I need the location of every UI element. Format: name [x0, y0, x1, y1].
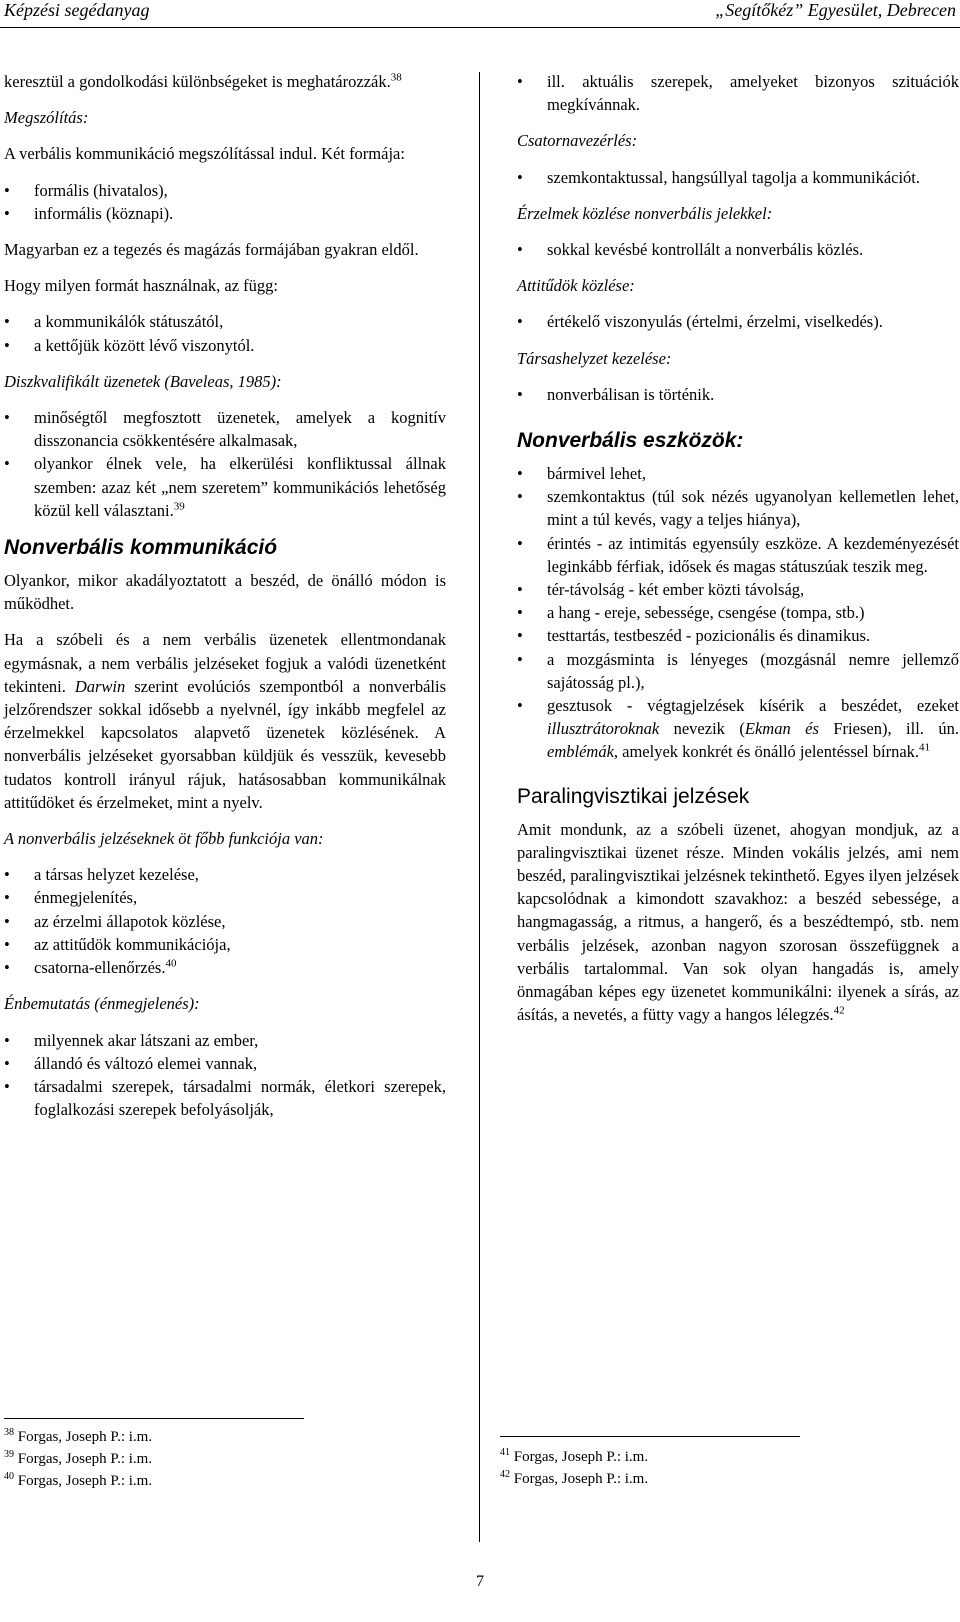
header-right-title: „Segítőkéz” Egyesület, Debrecen	[715, 0, 956, 20]
section-title: A nonverbális jelzéseknek öt főbb funkciója van:	[4, 829, 324, 849]
term: emblémák	[547, 742, 614, 762]
list-item	[4, 452, 446, 522]
list-item: • testtartás, testbeszéd - pozicionális és dinamikus.	[517, 624, 959, 647]
text: gesztusok - végtagjelzések kísérik a beszédet, ezeket	[547, 696, 959, 716]
header-rule	[0, 27, 960, 28]
bullet-list	[4, 1029, 446, 1122]
bullet-list	[4, 179, 446, 225]
footnote-rule	[4, 1418, 304, 1419]
footnote	[500, 1468, 648, 1490]
list-item: • társadalmi szerepek, társadalmi normák, életkori szerepek, foglalkozási szerepek befolyásolják,	[4, 1075, 446, 1121]
footnote-number: 41	[500, 1447, 510, 1458]
footnote-number: 39	[4, 1449, 14, 1460]
list-item	[4, 956, 446, 979]
list-item: • a társas helyzet kezelése,	[4, 863, 446, 886]
left-column	[4, 70, 446, 1134]
list-item: • informális (köznapi).	[4, 202, 446, 225]
bullet-list	[4, 863, 446, 979]
list-item: • szemkontaktus (túl sok nézés ugyanolyan kellemetlen lehet, mint a túl kevés, vagy a teljes hiánya),	[517, 485, 959, 531]
right-column	[517, 70, 959, 1040]
list-item: • formális (hivatalos),	[4, 179, 446, 202]
section-title: Diszkvalifikált üzenetek (Baveleas, 1985):	[4, 371, 282, 391]
footnote-ref[interactable]: 38	[390, 71, 402, 84]
text: Friesen), ill. ún.	[833, 719, 959, 739]
paragraph: A verbális kommunikáció megszólítással indul. Két formája:	[4, 144, 405, 164]
footnote-text: Forgas, Joseph P.: i.m.	[513, 1449, 649, 1465]
paragraph: Hogy milyen formát használnak, az függ:	[4, 276, 278, 296]
text: olyankor élnek vele, ha elkerülési konfliktussal állnak szemben: azaz két „nem szeretem” kommunikációs lehetőség közül kell választani.	[34, 454, 446, 520]
list-item: • az érzelmi állapotok közlése,	[4, 910, 446, 933]
bullet-list	[517, 310, 959, 333]
text: csatorna-ellenőrzés.	[34, 958, 166, 978]
author-name: Ekman és	[744, 719, 819, 739]
footnote-text: Forgas, Joseph P.: i.m.	[17, 1473, 153, 1489]
header-left-title: Képzési segédanyag	[4, 0, 150, 20]
list-item: • bármivel lehet,	[517, 462, 959, 485]
list-item	[517, 694, 959, 764]
list-item: • ill. aktuális szerepek, amelyeket bizonyos szituációk megkívánnak.	[517, 70, 959, 116]
bullet-list	[4, 406, 446, 522]
page-header	[0, 0, 960, 26]
paragraph: Magyarban ez a tegezés és magázás formájában gyakran eldől.	[4, 240, 419, 260]
author-name: Darwin	[74, 676, 126, 696]
footnote-number: 38	[4, 1427, 14, 1438]
list-item: • tér-távolság - két ember közti távolság,	[517, 578, 959, 601]
text: , amelyek konkrét és önálló jelentéssel bírnak.	[613, 742, 920, 762]
list-item: • szemkontaktussal, hangsúllyal tagolja a kommunikációt.	[517, 166, 959, 189]
section-title: Énbemutatás (énmegjelenés):	[4, 994, 200, 1014]
list-item: • állandó és változó elemei vannak,	[4, 1052, 446, 1075]
section-title: Megszólítás:	[4, 108, 89, 128]
list-item: • a mozgásminta is lényeges (mozgásnál nemre jellemző sajátosság pl.),	[517, 648, 959, 694]
list-item: • érintés - az intimitás egyensúly eszköze. A kezdeményezését leginkább férfiak, idősek és magas státuszúak teszik meg.	[517, 532, 959, 578]
list-item: • a hang - ereje, sebessége, csengése (tompa, stb.)	[517, 601, 959, 624]
paragraph	[4, 70, 446, 93]
list-item: • értékelő viszonyulás (értelmi, érzelmi, viselkedés).	[517, 310, 959, 333]
footnotes-right	[500, 1446, 648, 1490]
text: nevezik (	[673, 719, 745, 739]
paragraph: Olyankor, mikor akadályoztatott a beszéd, de önálló módon is működhet.	[4, 571, 446, 614]
bullet-list	[517, 238, 959, 261]
footnote-ref[interactable]: 40	[165, 957, 177, 970]
footnote-text: Forgas, Joseph P.: i.m.	[17, 1451, 153, 1467]
footnote	[4, 1470, 152, 1492]
footnote-text: Forgas, Joseph P.: i.m.	[513, 1471, 649, 1487]
list-item: • sokkal kevésbé kontrollált a nonverbális közlés.	[517, 238, 959, 261]
footnote-number: 40	[4, 1471, 14, 1482]
list-item: • a kommunikálók státuszától,	[4, 310, 446, 333]
list-item: • a kettőjük között lévő viszonytól.	[4, 334, 446, 357]
section-title: Attitűdök közlése:	[517, 276, 635, 296]
footnote	[500, 1446, 648, 1468]
bullet-list	[4, 310, 446, 356]
footnote	[4, 1426, 152, 1448]
term: illusztrátoroknak	[547, 719, 660, 739]
footnote-ref[interactable]: 41	[919, 741, 931, 754]
text: szerint evolúciós szempontból a nonverbális jelzőrendszer sokkal idősebb a nyelvnél, így inkább megfelel az érzelmekkel kapcsolatos alapvető üzenetek közlésének. A nonverbális jelzéseket gyorsabban küldjük és vesszük, kevesebb tudatos kontroll irányul rájuk, hatásosabban kommunikálnak attitűdöket és érzelmeket, mint a nyelv.	[4, 676, 447, 812]
page-number: 7	[476, 1573, 484, 1590]
text: Ha a szóbeli és a nem verbális üzenetek ellentmondanak egymásnak, a nem verbális jelzéseket fogjuk a valódi üzenetként tekinteni.	[4, 630, 446, 696]
section-heading: Nonverbális eszközök:	[517, 429, 744, 453]
footnote-text: Forgas, Joseph P.: i.m.	[17, 1429, 153, 1445]
list-item: • énmegjelenítés,	[4, 886, 446, 909]
footnote-rule	[500, 1436, 800, 1437]
section-heading: Paralingvisztikai jelzések	[517, 784, 750, 808]
list-item: • az attitűdök kommunikációja,	[4, 933, 446, 956]
section-title: Társashelyzet kezelése:	[517, 348, 672, 368]
section-heading: Nonverbális kommunikáció	[4, 536, 278, 560]
section-title: Érzelmek közlése nonverbális jelekkel:	[517, 203, 773, 223]
section-title: Csatornavezérlés:	[517, 131, 638, 151]
footnote-number: 42	[500, 1469, 510, 1480]
text: Amit mondunk, az a szóbeli üzenet, ahogyan mondjuk, az a paralingvisztikai üzenet része. Minden vokális jelzés, ami nem beszéd, paralingvisztikai jelzésnek tekinthető. Egyes ilyen jelzések kapcsolódnak a kimondott szavakhoz: a beszéd sebessége, a hangmagasság, a ritmus, a hangerő, és a beszédtempó, stb. nem verbális jelzések, azonban nagyon szorosan összefüggnek a verbális tartalommal. Van sok olyan hangadás is, amely önmagában képes egy üzenetet kommunikálni: ilyenek a sírás, az ásítás, a nevetés, a fütty vagy a hangos lélegzés.	[517, 819, 959, 1025]
column-separator	[479, 72, 480, 1542]
list-item: • milyennek akar látszani az ember,	[4, 1029, 446, 1052]
bullet-list	[517, 383, 959, 406]
paragraph	[517, 818, 959, 1027]
footnote-ref[interactable]: 39	[173, 500, 185, 513]
footnotes-left	[4, 1426, 152, 1492]
list-item: • nonverbálisan is történik.	[517, 383, 959, 406]
bullet-list	[517, 166, 959, 189]
list-item: • minőségtől megfosztott üzenetek, amelyek a kognitív disszonancia csökkentésére alkalmasak,	[4, 406, 446, 452]
footnote	[4, 1448, 152, 1470]
bullet-list	[517, 462, 959, 764]
text: keresztül a gondolkodási különbségeket is meghatározzák.	[4, 72, 391, 91]
footnote-ref[interactable]: 42	[833, 1004, 845, 1017]
paragraph	[4, 628, 446, 814]
bullet-list	[517, 70, 959, 116]
